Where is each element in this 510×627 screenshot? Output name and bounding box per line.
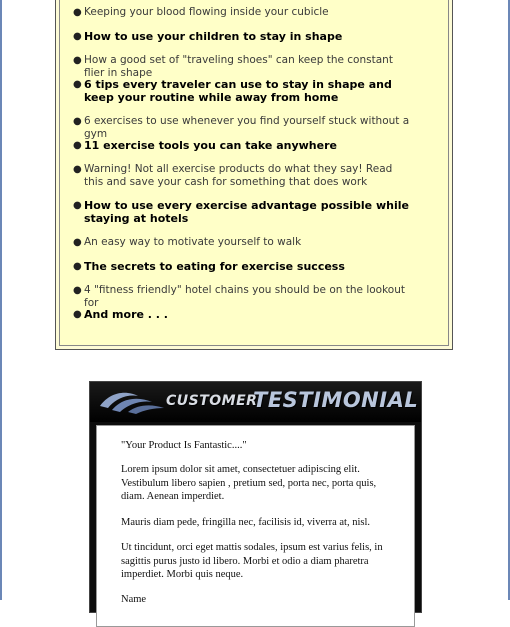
list-item-text: Warning! Not all exercise products do what they say! Read this and save your cash for something that does work — [84, 163, 393, 188]
list-item-text: 11 exercise tools you can take anywhere — [84, 139, 337, 152]
list-item — [73, 30, 414, 43]
list-item-text: How to use every exercise advantage possible while staying at hotels — [84, 199, 409, 225]
bullet-icon: ● — [73, 116, 82, 127]
bullet-icon: ● — [73, 309, 82, 320]
bullet-icon: ● — [73, 164, 82, 175]
window-frame-left — [0, 0, 2, 600]
list-item — [73, 78, 414, 104]
bullet-icon: ● — [73, 285, 82, 296]
benefits-box — [55, 0, 453, 350]
list-item — [73, 6, 414, 19]
testimonial-header — [90, 382, 421, 422]
customer-testimonial-box — [89, 381, 422, 613]
list-item — [73, 308, 414, 321]
testimonial-paragraph-2: Mauris diam pede, fringilla nec, facilisis id, viverra at, nisl. — [121, 517, 371, 528]
list-item — [73, 199, 414, 225]
bullet-icon: ● — [73, 140, 82, 151]
bullet-icon: ● — [73, 79, 82, 90]
list-item — [73, 115, 414, 141]
list-item — [73, 260, 414, 273]
testimonial-quote: "Your Product Is Fantastic...." — [121, 440, 247, 451]
list-item-text: And more . . . — [84, 308, 168, 321]
list-item — [73, 54, 414, 80]
benefits-box-inner — [59, 0, 449, 346]
testimonial-author-name: Name — [121, 594, 147, 605]
list-item-text: Keeping your blood flowing inside your cubicle — [84, 6, 329, 18]
testimonial-heading-customer: CUSTOMER — [166, 393, 258, 409]
bullet-icon: ● — [73, 200, 82, 211]
swirl-decoration-icon — [98, 386, 166, 416]
list-item-text: An easy way to motivate yourself to walk — [84, 236, 302, 248]
list-item — [73, 284, 414, 310]
list-item-text: How to use your children to stay in shape — [84, 30, 343, 43]
list-item-text: 6 tips every traveler can use to stay in shape and keep your routine while away from home — [84, 78, 392, 104]
bullet-icon: ● — [73, 55, 82, 66]
bullet-icon: ● — [73, 261, 82, 272]
list-item-text: 4 "fitness friendly" hotel chains you should be on the lookout for — [84, 284, 406, 309]
bullet-icon: ● — [73, 7, 82, 18]
list-item — [73, 163, 414, 189]
testimonial-paragraph-3: Ut tincidunt, orci eget mattis sodales, ipsum est varius felis, in sagittis purus justo id libero. Morbi et odio a diam pharetra imperdiet. Morbi quis neque. — [121, 542, 383, 580]
bullet-icon: ● — [73, 31, 82, 42]
list-item-text: How a good set of "traveling shoes" can keep the constant flier in shape — [84, 54, 393, 79]
bullet-icon: ● — [73, 237, 82, 248]
testimonial-body — [96, 425, 415, 627]
testimonial-heading-testimonial: TESTIMONIAL — [253, 388, 419, 412]
list-item-text: 6 exercises to use whenever you find yourself stuck without a gym — [84, 115, 410, 140]
list-item — [73, 139, 414, 152]
list-item — [73, 236, 414, 249]
testimonial-paragraph-1: Lorem ipsum dolor sit amet, consectetuer adipiscing elit. Vestibulum libero sapien , pretium sed, porta nec, porta quis, diam. Aenean imperdiet. — [121, 464, 377, 502]
list-item-text: The secrets to eating for exercise success — [84, 260, 345, 273]
